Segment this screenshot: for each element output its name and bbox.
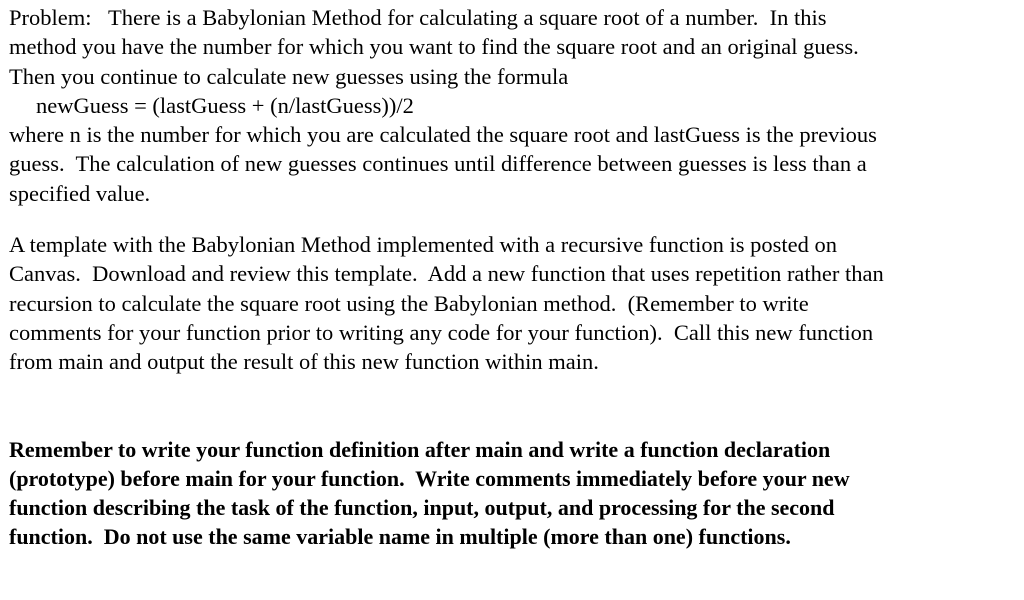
reminder-line-4: function. Do not use the same variable name in multiple (more than one) functions.	[9, 524, 791, 550]
instructions-line-5: from main and output the result of this new function within main.	[9, 349, 599, 375]
instructions-line-2: Canvas. Download and review this template. Add a new function that uses repetition rather than	[9, 261, 884, 287]
problem-line-2: method you have the number for which you want to find the square root and an original guess.	[9, 34, 859, 60]
instructions-paragraph	[9, 230, 1015, 376]
paragraph-spacer-large	[9, 377, 1015, 435]
paragraph-spacer	[9, 208, 1015, 230]
problem-line-1: Problem: There is a Babylonian Method for calculating a square root of a number. In this	[9, 5, 827, 30]
reminder-paragraph	[9, 435, 1015, 552]
reminder-line-1: Remember to write your function definition after main and write a function declaration	[9, 436, 831, 462]
reminder-line-3: function describing the task of the function, input, output, and processing for the second	[9, 495, 835, 521]
formula-line: newGuess = (lastGuess + (n/lastGuess))/2	[36, 92, 414, 118]
instructions-line-1: A template with the Babylonian Method implemented with a recursive function is posted on	[9, 232, 837, 258]
problem-line-7: specified value.	[9, 180, 151, 206]
problem-line-5: where n is the number for which you are calculated the square root and lastGuess is the previous	[9, 122, 877, 148]
document-body	[9, 3, 1015, 552]
problem-line-6: guess. The calculation of new guesses continues until difference between guesses is less than a	[9, 151, 867, 177]
instructions-line-3: recursion to calculate the square root using the Babylonian method. (Remember to write	[9, 290, 809, 316]
reminder-line-2: (prototype) before main for your function. Write comments immediately before your new	[9, 465, 850, 491]
problem-paragraph	[9, 3, 1015, 208]
problem-line-3: Then you continue to calculate new guesses using the formula	[9, 63, 569, 89]
instructions-line-4: comments for your function prior to writing any code for your function). Call this new function	[9, 319, 874, 345]
